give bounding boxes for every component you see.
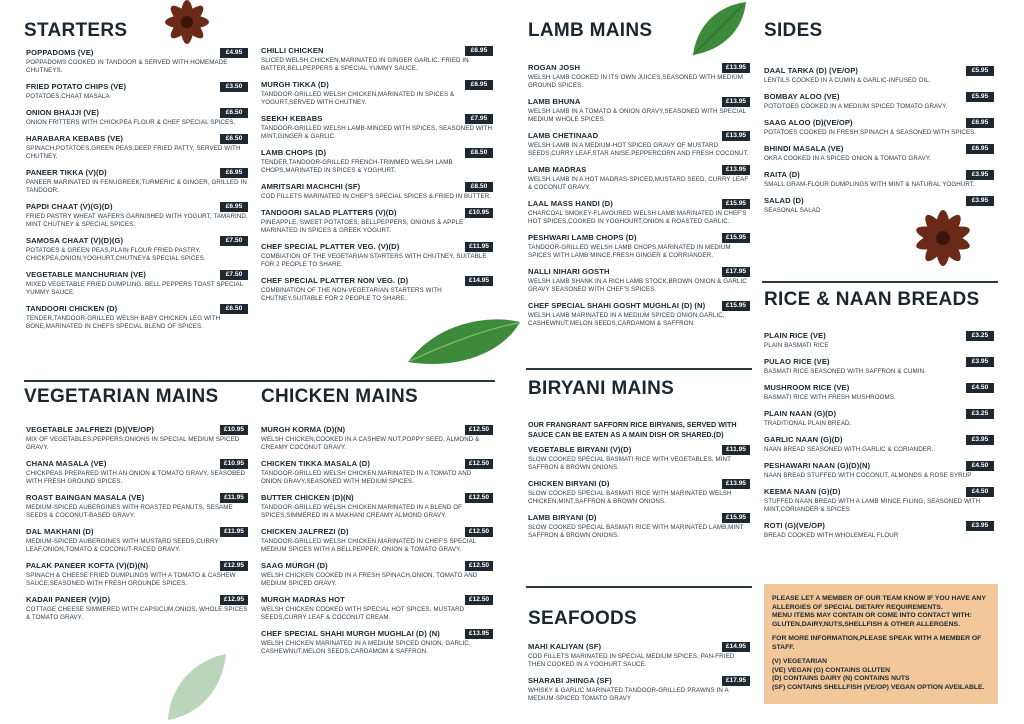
menu-item-price: £10.95 <box>220 425 248 435</box>
menu-item <box>528 233 750 260</box>
menu-item-description: WELSH LAMB IN A HOT MADRAS-SPICED,MUSTARD SEED, CURRY LEAF & COCONUT GRAVY. <box>528 176 749 191</box>
menu-item-description: TENDER,TANDOOR-GRILLED WELSH BABY CHICKEN LEG WITH BONE,MARINATED IN CHEFS SPECIAL BLEND OF SPICES. <box>26 315 221 330</box>
menu-item <box>261 242 493 269</box>
menu-item <box>528 445 750 472</box>
notice-key: (SF) CONTAINS SHELLFISH (VE/OP) VEGAN OPTION AVEILABLE. <box>772 683 985 691</box>
menu-item-name: GARLIC NAAN (G)(D) <box>764 435 843 444</box>
menu-item-price: £6.95 <box>966 144 994 154</box>
menu-item-name: PULAO RICE (VE) <box>764 357 830 366</box>
menu-item-description: MIX OF VEGETABLES,PEPPERS,ONIONS IN SPECIAL MEDIUM SPICED GRAVY. <box>26 436 240 451</box>
menu-item-price: £11.95 <box>465 242 493 252</box>
menu-item-price: £6.95 <box>465 46 493 56</box>
menu-item-name: PESHAWARI NAAN (G)(D)(N) <box>764 461 871 470</box>
menu-item-description: TANDOOR-GRILLED WELSH CHICKEN,MARINATED IN SPICES & YOGURT,SERVED WITH CHUTNEY. <box>261 91 455 106</box>
menu-item-price: £6.50 <box>220 108 248 118</box>
menu-item-price: £12.50 <box>465 493 493 503</box>
menu-item-price: £13.95 <box>722 97 750 107</box>
menu-item-description: COD FILLETS MARINATED IN CHEF'S SPECIAL SPICES & FRIED IN BUTTER. <box>261 193 492 200</box>
menu-item-price: £17.95 <box>722 267 750 277</box>
menu-item-description: TANDOOR-GRILLED WELSH CHICKEN,MARINATED IN CHEF'S SPECIAL MEDIUM SPICES WITH A BELLPEPPER, ONION & TOMATO GRAVY. <box>261 538 477 553</box>
notice-key: (V) VEGETARIAN <box>772 658 828 665</box>
menu-item <box>528 676 750 703</box>
biryani-intro: OUR FRANGRANT SAFFORN RICE BIRYANIS, SERVED WITH SAUCE CAN BE EATEN AS A MAIN DISH OR SHARED.(D) <box>528 420 737 439</box>
menu-item <box>261 182 493 201</box>
menu-item-name: MURGH KORMA (D)(N) <box>261 425 346 434</box>
menu-item-description: STUFFED NAAN BREAD WITH A LAMB MINCE FILING, SEASONED WITH MINT,CORIANDER & SPICES <box>764 498 981 513</box>
menu-item-name: MURGH MADRAS HOT <box>261 595 345 604</box>
menu-item <box>528 642 750 669</box>
menu-item-price: £3.95 <box>966 196 994 206</box>
menu-item-description: SLOW COOKED SPECIAL BASMATI RICE WITH MARINATED WELSH CHICKEN,MINT,SAFFRON & BROWN ONIONS. <box>528 490 732 505</box>
menu-item-description: CHICKPEAS PREPARED WITH AN ONION & TOMATO GRAVY, SEASOBED WITH FRESH GROUND SPICES. <box>26 470 246 485</box>
menu-item <box>528 97 750 124</box>
menu-item-description: ONION FRITTERS WITH CHICKPEA FLOUR & CHEF SPECIAL SPICES. <box>26 119 236 126</box>
menu-item <box>261 493 493 520</box>
menu-item-description: SLOW COOKED SPECIAL BASMATI RICE WITH VEGETABLES, MINT SAFFRON & BROWN ONIONS. <box>528 456 731 471</box>
menu-item-price: £3.95 <box>966 521 994 531</box>
menu-item-name: BOMBAY ALOO (VE) <box>764 92 840 101</box>
menu-item-price: £3.95 <box>966 435 994 445</box>
menu-item-description: SPINACH & CHEESE FRIED DUMPLINGS WITH A TOMATO & CASHEW SAUCE,SEASONED WITH FRESH GROUNDE SPICES. <box>26 572 236 587</box>
menu-item <box>261 276 493 303</box>
menu-item-name: KEEMA NAAN (G)(D) <box>764 487 841 496</box>
menu-item-price: £6.95 <box>220 168 248 178</box>
menu-item-description: TANDOOR-GRILLED WELSH LAMB CHOPS,MARINATED IN MEDIUM SPICES WITH LAMB MINCE,FRESH GINGER & CORRIANDER. <box>528 244 731 259</box>
menu-item-name: DAL MAKHANI (D) <box>26 527 94 536</box>
menu-item-price: £7.50 <box>220 236 248 246</box>
menu-item <box>528 513 750 540</box>
chicken-mains-heading: CHICKEN MAINS <box>261 386 418 407</box>
veg-mains-list <box>26 425 248 629</box>
menu-item-price: £5.95 <box>966 66 994 76</box>
menu-item <box>528 199 750 226</box>
menu-item-name: VEGETABLE BIRYANI (V)(D) <box>528 445 632 454</box>
starters-list-2 <box>261 46 493 310</box>
menu-item-name: NALLI NIHARI GOSTH <box>528 267 610 276</box>
menu-item-price: £5.95 <box>966 92 994 102</box>
menu-item <box>528 267 750 294</box>
menu-item-name: MURGH TIKKA (D) <box>261 80 329 89</box>
menu-item <box>528 63 750 90</box>
menu-item-price: £13.95 <box>722 131 750 141</box>
menu-item-name: VEGETABLE MANCHURIAN (VE) <box>26 270 147 279</box>
menu-item-name: CHICKEN JALFREZI (D) <box>261 527 349 536</box>
menu-item-price: £4.50 <box>966 383 994 393</box>
menu-item-name: PANEER TIKKA (V)(D) <box>26 168 107 177</box>
notice-key: (D) CONTAINS DAIRY (N) CONTAINS NUTS <box>772 675 910 682</box>
menu-item <box>261 208 493 235</box>
menu-item <box>26 108 248 127</box>
menu-item-description: WELSH CHICKEN COOKED IN A FRESH SPINACH,ONION, TOMATO AND MEDIUM SPICED GRAVY. <box>261 572 478 587</box>
menu-item-description: SEASONAL SALAD <box>764 207 821 214</box>
lamb-mains-list <box>528 63 750 335</box>
menu-item <box>261 148 493 175</box>
menu-item <box>764 144 994 163</box>
menu-item <box>764 118 994 137</box>
menu-item-price: £11.95 <box>220 527 248 537</box>
menu-item <box>261 459 493 486</box>
menu-item <box>528 479 750 506</box>
menu-item <box>764 357 994 376</box>
menu-item-name: PESHWARI LAMB CHOPS (D) <box>528 233 637 242</box>
menu-item-price: £15.95 <box>722 513 750 523</box>
menu-item-description: PINEAPPLE, SWEET POTATOES, BELLPEPPERS, ONIONS & APPLE MARINATED IN SPICES & GREEK YOGURT. <box>261 219 464 234</box>
star-anise-icon <box>148 0 226 52</box>
menu-item-name: LAMB CHETINAAD <box>528 131 599 140</box>
menu-item-price: £3.95 <box>966 170 994 180</box>
menu-item <box>261 629 493 656</box>
menu-item-price: £10.95 <box>220 459 248 469</box>
menu-item-price: £12.95 <box>220 561 248 571</box>
menu-item-name: LAMB BIRYANI (D) <box>528 513 597 522</box>
menu-item <box>26 425 248 452</box>
menu-item <box>26 48 248 75</box>
menu-item-price: £8.50 <box>465 182 493 192</box>
menu-item-name: SHARABI JHINGA (SF) <box>528 676 612 685</box>
menu-item-price: £17.95 <box>722 676 750 686</box>
menu-item-name: PLAIN RICE (VE) <box>764 331 826 340</box>
menu-item-description: OKRA COOKED IN A SPICED ONION & TOMATO GRAVY. <box>764 155 932 162</box>
menu-item-description: LENTILS COOKED IN A CUMIN & GARLIC-INFUSED OIL. <box>764 77 931 84</box>
menu-item-name: SAMOSA CHAAT (V)(D)(G) <box>26 236 124 245</box>
biryani-list <box>528 420 750 547</box>
menu-item-name: PALAK PANEER KOFTA (V)(D)(N) <box>26 561 149 570</box>
menu-item <box>528 165 750 192</box>
menu-item <box>26 168 248 195</box>
divider <box>526 586 752 588</box>
notice-line: PLEASE LET A MEMBER OF OUR TEAM KNOW IF YOU HAVE ANY ALLERGIES OF SPECIAL DIETARY REQUIREMENTS. <box>772 595 986 611</box>
menu-item-description: COTTAGE CHEESE SIMMERED WITH CAPSICUM,ONIOS, WHOLE SPICES & TOMATO GRAVY. <box>26 606 248 621</box>
menu-item-name: CHICKEN TIKKA MASALA (D) <box>261 459 370 468</box>
menu-item <box>764 461 994 480</box>
menu-item-description: WELSH CHICKEN COOKED WITH SPECIAL HOT SPICES, MUSTARD SEEDS,CURRY LEAF & COCONUT CREAM. <box>261 606 465 621</box>
menu-item <box>764 521 994 540</box>
menu-item-description: FRIED PASTRY WHEAT WAFERS GARNISHED WITH YOGURT, TAMARIND, MINT CHUTNEY & SPECIAL SPICES. <box>26 213 248 228</box>
menu-item-price: £14.95 <box>465 276 493 286</box>
menu-item-name: RAITA (D) <box>764 170 800 179</box>
divider <box>762 281 998 283</box>
menu-item <box>26 270 248 297</box>
menu-item <box>26 82 248 101</box>
menu-item-name: VEGETABLE JALFREZI (D)(VE/OP) <box>26 425 155 434</box>
menu-item-description: WELSH CHICKEN,COOKED IN A CASHEW NUT,POPPY SEED, ALMOND & CREAMY COCONUT GRAVY. <box>261 436 480 451</box>
menu-item <box>528 301 750 328</box>
menu-item-description: POPPADOMS COOKED IN TANDOOR & SERVED WITH HOMEMADE CHUTNEYS. <box>26 59 228 74</box>
menu-item-description: PLAIN BASMATI RICE <box>764 342 829 349</box>
menu-item-price: £8.50 <box>465 148 493 158</box>
menu-item-name: ROGAN JOSH <box>528 63 581 72</box>
menu-item <box>764 487 994 514</box>
menu-item-price: £6.95 <box>465 80 493 90</box>
biryani-heading: BIRYANI MAINS <box>528 378 675 399</box>
menu-item <box>764 331 994 350</box>
menu-item <box>26 202 248 229</box>
menu-item-name: LAMB CHOPS (D) <box>261 148 327 157</box>
sides-heading: SIDES <box>764 20 823 41</box>
menu-item <box>26 561 248 588</box>
menu-item <box>764 196 994 215</box>
menu-item-description: SPINACH,POTATOES,GREEN PEAS,DEEP FRIED PATTY, SERVED WITH CHUTNEY. <box>26 145 241 160</box>
menu-item-price: £12.50 <box>465 425 493 435</box>
menu-item-name: AMRITSARI MACHCHI (SF) <box>261 182 361 191</box>
menu-item-description: WELSH LAMB IN A MEDIUM-HOT SPICED GRAVY OF MUSTARD SEEDS,CURRY LEAF,STAR ANISE,PEPPERCORN AND FRESH COCONUT. <box>528 142 749 157</box>
menu-item <box>764 409 994 428</box>
menu-item-price: £12.95 <box>220 595 248 605</box>
menu-item-description: BASMATI RICE SEASONED WITH SAFFRON & CUMIN. <box>764 368 926 375</box>
menu-item-description: TRADITIONAL PLAIN BREAD. <box>764 420 852 427</box>
menu-item-name: LAMB BHUNA <box>528 97 581 106</box>
menu-item-description: TENDER,TANDOOR-GRILLED FRENCH-TRIMMED WELSH LAMB CHOPS,MARINATED IN SPICES & YOGHURT. <box>261 159 453 174</box>
menu-item-name: LAAL MASS HANDI (D) <box>528 199 613 208</box>
menu-item-name: MUSHROOM RICE (VE) <box>764 383 850 392</box>
divider <box>526 368 752 370</box>
menu-item-price: £7.50 <box>220 270 248 280</box>
menu-item-description: CHARCOAL SMOKEY-FLAVOURED WELSH LAMB MARINATED IN CHEF'S HOT SPICES,COOKED IN YOGHOURT,ONION & ROASTED GARLIC. <box>528 210 747 225</box>
rice-naan-heading: RICE & NAAN BREADS <box>764 289 980 310</box>
menu-item-description: SLICED WELSH CHICKEN,MARINATED IN GINGER GARLIC, FRIED IN BATTER,BELLPEPPERS & SPECIAL YUMMY SAUCE. <box>261 57 469 72</box>
menu-item-name: TANDOORI CHICKEN (D) <box>26 304 118 313</box>
menu-item-description: NAAN BREAD SEASONED WITH GARLIC & CORIANDER. <box>764 446 934 453</box>
menu-item-price: £6.50 <box>220 304 248 314</box>
notice-key: (VE) VEGAN (G) CONTAINS GLUTEN <box>772 666 891 674</box>
menu-item-price: £3.25 <box>966 331 994 341</box>
menu-item-description: POTOTOES COOKED IN A MEDIUM SPICED TOMATO GRAVY. <box>764 103 948 110</box>
menu-item <box>261 561 493 588</box>
menu-item-name: ONION BHAJJI (VE) <box>26 108 100 117</box>
menu-item-price: £14.95 <box>722 642 750 652</box>
menu-item-price: £4.50 <box>966 461 994 471</box>
menu-item-name: DAAL TARKA (D) (VE/OP) <box>764 66 859 75</box>
sides-list <box>764 66 994 222</box>
menu-item-name: CHICKEN BIRYANI (D) <box>528 479 610 488</box>
menu-item-price: £10.95 <box>465 208 493 218</box>
rice-naan-list <box>764 331 994 547</box>
menu-item-price: £4.95 <box>220 48 248 58</box>
starters-list <box>26 48 248 338</box>
menu-item <box>764 92 994 111</box>
menu-item-price: £13.95 <box>465 629 493 639</box>
menu-item-name: CHEF SPECIAL SHAHI MURGH MUGHLAI (D) (N) <box>261 629 440 638</box>
menu-item <box>261 595 493 622</box>
menu-item-price: £3.25 <box>966 409 994 419</box>
menu-item-name: SAAG ALOO (D)(VE/OP) <box>764 118 853 127</box>
menu-item-description: COD FILLETS MARINATED IN SPECIAL MEDIUM SPICES, PAN-FRIED THEN COOKED IN A YOGHURT SAUCE. <box>528 653 735 668</box>
menu-item <box>26 493 248 520</box>
menu-item-description: WELSH LAMB IN A TOMATO & ONION GRAVY,SEASONED WITH SPECIAL MEDIUM WHOLE SPICES. <box>528 108 747 123</box>
leaf-icon <box>688 0 748 58</box>
menu-item-name: MAHI KALIYAN (SF) <box>528 642 602 651</box>
menu-item-description: BREAD COOKED WITH WHOLEMEAL FLOUR <box>764 532 899 539</box>
menu-item-name: ROAST BAINGAN MASALA (VE) <box>26 493 145 502</box>
menu-item-price: £15.95 <box>722 233 750 243</box>
menu-item-description: SLOW COOKED SPECIAL BASMATI RICE WITH MARINATED LAMB,MINT SAFFRON & BROWN ONIONS. <box>528 524 744 539</box>
menu-item-name: CHANA MASALA (VE) <box>26 459 107 468</box>
menu-item-name: POPPADOMS (VE) <box>26 48 94 57</box>
menu-item-description: TANDOOR-GRILLED WELSH CHICKEN,MARINATED IN A TOMATO AND ONION GRAVY,SEASONED WITH MEDIUM SPICES. <box>261 470 472 485</box>
leaf-icon <box>160 650 230 724</box>
menu-item-price: £12.50 <box>465 459 493 469</box>
menu-item-price: £6.95 <box>220 202 248 212</box>
menu-item <box>26 236 248 263</box>
menu-item-name: TANDOORI SALAD PLATTERS (V)(D) <box>261 208 397 217</box>
menu-item <box>26 527 248 554</box>
leaf-icon <box>406 314 522 368</box>
seafoods-heading: SEAFOODS <box>528 608 638 629</box>
menu-item-price: £11.95 <box>722 445 750 455</box>
menu-item-description: COMBIATION OF THE VEGETARIAN STARTERS WITH CHUTNEY, SUITABLE FOR 2 PEOPLE TO SHARE. <box>261 253 487 268</box>
chicken-mains-list <box>261 425 493 663</box>
menu-item-price: £3.95 <box>966 357 994 367</box>
lamb-mains-heading: LAMB MAINS <box>528 20 653 41</box>
menu-item-name: SALAD (D) <box>764 196 804 205</box>
menu-item-description: WELSH LAMB MARINATED IN A MEDIUM SPICED ONION,GARLIC, CASHEWNUT,MELON SEEDS,CARDAMOM & SAFFRON. <box>528 312 725 327</box>
menu-item-price: £6.50 <box>220 134 248 144</box>
menu-item-description: WELSH CHICKEN MARINATED IN A MEDIUM SPICED ONION, GARLIC, CASHEWNUT,MELON SEEDS,CARDAMOM & SAFFRON. <box>261 640 471 655</box>
menu-item-name: LAMB MADRAS <box>528 165 587 174</box>
menu-item-description: POTATOES & GREEN PEAS,PLAIN FLOUR FRIED PASTRY, CHICKPEA,ONION,YOGHURT,CHUTNEY& SPECIAL SPICES. <box>26 247 206 262</box>
notice-line: MENU ITEMS MAY CONTAIN OR COME INTO CONTACT WITH: GLUTEN,DAIRY,NUTS,SHELLFISH & OTHER ALLERGENS. <box>772 612 972 628</box>
starters-heading: STARTERS <box>24 20 128 41</box>
menu-item <box>261 114 493 141</box>
menu-item-description: TANDOOR-GRILLED WELSH CHICKEN,MARINATED IN A BLEND OF SPICES,SIMMERED IN A MAKHANI CREAMY ALMOND GRAVY. <box>261 504 463 519</box>
menu-item <box>261 425 493 452</box>
menu-item-price: £15.95 <box>722 199 750 209</box>
menu-item-description: POTATOES,CHAAT MASALA <box>26 93 110 100</box>
menu-item-description: POTATOES COOKED IN FRESH SPINACH & SEASONED WITH SPICES. <box>764 129 977 136</box>
menu-item-price: £6.95 <box>966 118 994 128</box>
menu-item-description: COMBINATION OF THE NON-VEGETARIAN STARTERS WITH CHUTNEY,SUITABLE FOR 2 PEOPLE TO SHARE. <box>261 287 442 302</box>
menu-item-name: PLAIN NAAN (G)(D) <box>764 409 837 418</box>
menu-item-description: BASMATI RICE WITH FRESH MUSHROOMS. <box>764 394 896 401</box>
menu-item-name: CHEF SPECIAL PLATTER VEG. (V)(D) <box>261 242 400 251</box>
veg-mains-heading: VEGETARIAN MAINS <box>24 386 219 407</box>
menu-item-price: £4.50 <box>966 487 994 497</box>
menu-item <box>261 46 493 73</box>
menu-item-description: TANDOOR-GRILLED WELSH LAMB-MINCED WITH SPICES, SEASONED WITH MINT,GINGER & GARLIC. <box>261 125 493 140</box>
menu-item-description: WHISKY & GARLIC MARINATED,TANDOOR-GRILLED PRAWNS IN A MEDIUM-SPICED TOMATO GRAVY <box>528 687 729 702</box>
menu-item-name: CHEF SPECIAL SHAHI GOSHT MUGHLAI (D) (N) <box>528 301 706 310</box>
menu-item-description: MEDIUM-SPICED AUBERGINES WITH ROASTED PEANUTS, SESAME SEEDS & COCONUT-BASED GRAVY. <box>26 504 233 519</box>
menu-item <box>26 134 248 161</box>
menu-item-price: £7.95 <box>465 114 493 124</box>
menu-item-price: £12.50 <box>465 595 493 605</box>
menu-item <box>764 170 994 189</box>
menu-item-description: MEDIUM-SPICED AUBERGINES WITH MUSTARD SEEDS,CURRY LEAF,ONION,TOMATO & COCONUT-RACED GRAVY. <box>26 538 219 553</box>
menu-item-description: SMALL GRAM-FLOUR DUMPLINGS WITH MINT & NATURAL YOGHURT. <box>764 181 975 188</box>
menu-item <box>528 131 750 158</box>
menu-item-price: £3.50 <box>220 82 248 92</box>
menu-item <box>764 435 994 454</box>
menu-item-description: WELSH LAMB SHANK IN A RICH LAMB STOCK,BROWN ONION & GARLIC GRAVY SEASONED WITH CHEF'S SPICES. <box>528 278 747 293</box>
menu-item <box>261 80 493 107</box>
menu-item-price: £13.95 <box>722 165 750 175</box>
menu-item-name: BHINDI MASALA (VE) <box>764 144 844 153</box>
menu-item-name: SAAG MURGH (D) <box>261 561 328 570</box>
menu-item-price: £15.95 <box>722 301 750 311</box>
menu-item-price: £12.50 <box>465 561 493 571</box>
menu-item-price: £11.95 <box>220 493 248 503</box>
menu-item <box>764 66 994 85</box>
menu-item <box>26 595 248 622</box>
divider <box>24 380 495 382</box>
menu-item <box>261 527 493 554</box>
menu-item-name: SEEKH KEBABS <box>261 114 323 123</box>
menu-item-description: NAAN BREAD STUFFED WITH COCONUT, ALMONDS & ROSE SYRUP <box>764 472 972 479</box>
menu-item-description: MIXED VEGETABLE FRIED DUMPLING, BELL PEPPERS TOAST SPECIAL YUMMY SAUCE. <box>26 281 244 296</box>
menu-item-price: £12.50 <box>465 527 493 537</box>
menu-item-name: KADAII PANEER (V)(D) <box>26 595 111 604</box>
menu-item-name: BUTTER CHICKEN (D)(N) <box>261 493 354 502</box>
menu-item-name: CHEF SPECIAL PLATTER NON VEG. (D) <box>261 276 409 285</box>
allergy-notice <box>764 584 998 704</box>
menu-item-description: PANEER MARINATED IN FENUGREEK,TURMERIC & GINGER, GRILLED IN TANDOOR. <box>26 179 247 194</box>
menu-item-name: CHILLI CHICKEN <box>261 46 324 55</box>
menu-item <box>764 383 994 402</box>
menu-item <box>26 459 248 486</box>
menu-item-name: HARABARA KEBABS (VE) <box>26 134 124 143</box>
menu-item-name: ROTI (G)(VE/OP) <box>764 521 825 530</box>
menu-item-description: WELSH LAMB COOKED IN ITS OWN JUICES,SEASONED WITH MEDIUM GROUND SPICES. <box>528 74 743 89</box>
menu-item-name: PAPDI CHAAT (V)(G)(D) <box>26 202 113 211</box>
seafoods-list <box>528 642 750 710</box>
menu-item <box>26 304 248 331</box>
menu-item-price: £13.95 <box>722 479 750 489</box>
notice-line: FOR MORE INFORMATION,PLEASE SPEAK WITH A MEMBER OF STAFF. <box>772 635 982 651</box>
menu-item-price: £13.95 <box>722 63 750 73</box>
menu-item-name: FRIED POTATO CHIPS (VE) <box>26 82 127 91</box>
